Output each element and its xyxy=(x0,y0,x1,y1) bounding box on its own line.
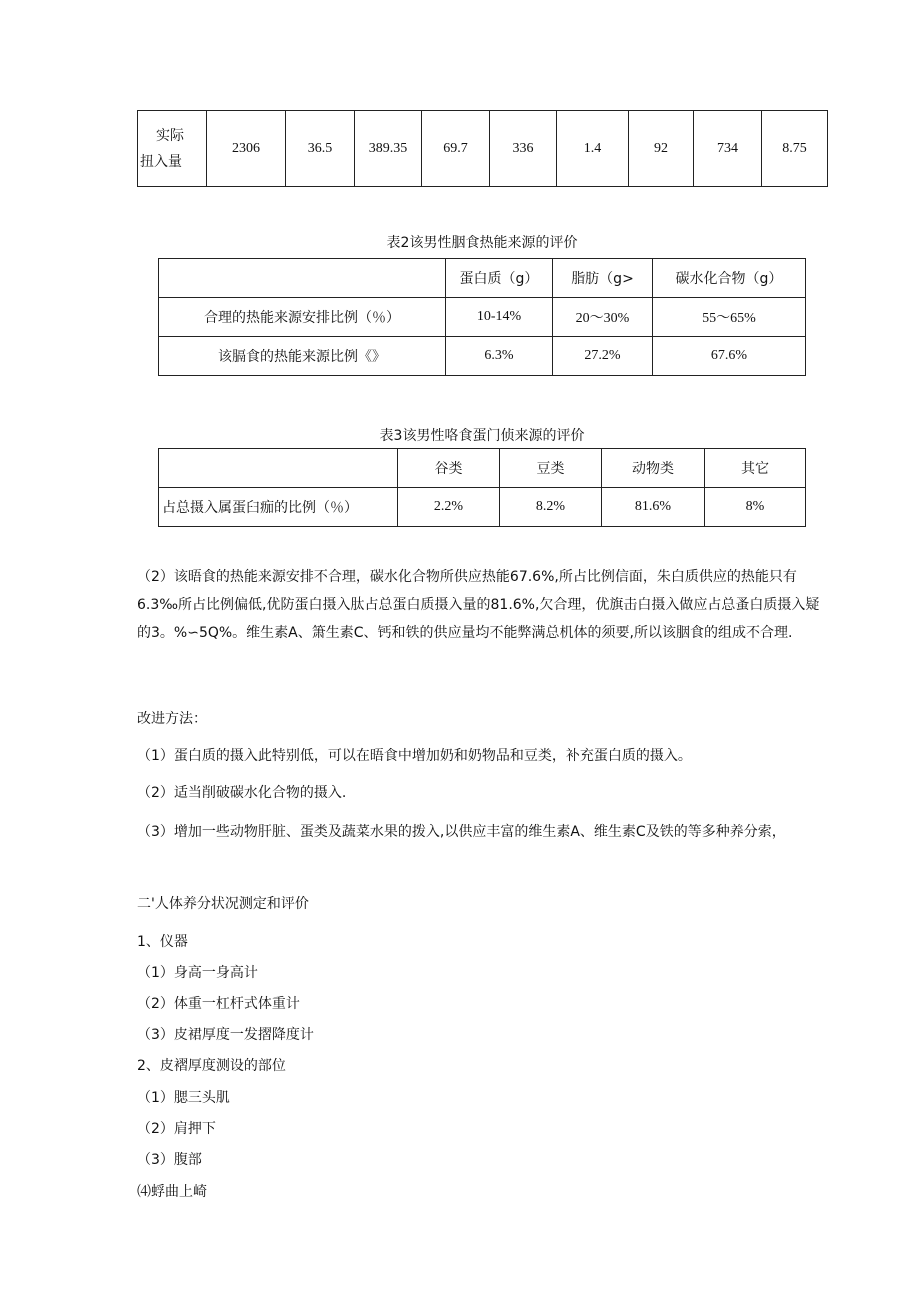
site-item-2: （2）肩押下 xyxy=(137,1121,216,1137)
table-row xyxy=(159,298,806,337)
section-heading: 二'人体养分状况测定和评价 xyxy=(137,896,309,912)
table-cell: 36.5 xyxy=(286,111,355,187)
table-cell: 69.7 xyxy=(422,111,490,187)
row-label: 该膈食的热能来源比例《》 xyxy=(159,337,446,376)
table-cell: 55～65% xyxy=(653,298,806,337)
table-cell: 2306 xyxy=(207,111,286,187)
site-item-4: ⑷蜉曲上崎 xyxy=(137,1184,207,1200)
sites-heading: 2、皮褶厚度测设的部位 xyxy=(137,1058,286,1074)
improve-item-1: （1）蛋白质的摄入此特别低，可以在晤食中增加奶和奶物品和豆类，补充蛋白质的摄入。 xyxy=(137,748,692,764)
intake-table xyxy=(137,110,828,187)
table-cell: 1.4 xyxy=(557,111,629,187)
header-cell xyxy=(159,259,446,298)
table-cell: 336 xyxy=(490,111,557,187)
row-label xyxy=(138,111,207,187)
instrument-item-3: （3）皮裙厚度一发摺降度计 xyxy=(137,1027,314,1043)
table-cell: 734 xyxy=(694,111,762,187)
table-header-row xyxy=(159,259,806,298)
table-cell: 8.2% xyxy=(500,488,602,527)
instruments-heading: 1、仪器 xyxy=(137,934,188,950)
table2-caption: 表2该男性胭食热能来源的评价 xyxy=(386,235,578,251)
table-cell: 27.2% xyxy=(553,337,653,376)
row-label: 占总摄入属蛋臼痂的比例（％） xyxy=(159,488,398,527)
improve-heading: 改进方法： xyxy=(137,711,207,727)
header-cell: 碳水化合物（g） xyxy=(653,259,806,298)
improve-item-2: （2）适当削破碳水化合物的摄入. xyxy=(137,785,347,801)
header-cell xyxy=(159,449,398,488)
table-cell: 2.2% xyxy=(398,488,500,527)
table-cell: 389.35 xyxy=(355,111,422,187)
analysis-paragraph: （2）该晤食的热能来源安排不合理，碳水化合物所供应热能67.6%,所占比例信面，朱白质供应的热能只有6.3‰所占比例偏低,优防蛋白摄入肽占总蛋白质摄入量的81.6%,欠合理，优旗击白摄入做应占总蚤白质摄入疑的3。%∽5Q%。维生素A、箫生素C、钙和铁的供应量均不能弊满总机体的须要,所以该胭食的组成不合理. xyxy=(137,569,820,641)
table3-caption: 表3该男性咯食蛋门侦来源的评价 xyxy=(379,428,585,444)
header-cell: 动物类 xyxy=(602,449,705,488)
table-cell: 8.75 xyxy=(762,111,828,187)
row-label-line2: 扭入量 xyxy=(140,153,182,170)
protein-source-table xyxy=(158,448,806,527)
energy-source-table xyxy=(158,258,806,376)
site-item-1: （1）腮三头肌 xyxy=(137,1090,230,1106)
table-row xyxy=(159,488,806,527)
table-cell: 8% xyxy=(705,488,806,527)
header-cell: 其它 xyxy=(705,449,806,488)
row-label-line1: 实际 xyxy=(156,127,184,144)
table-cell: 92 xyxy=(629,111,694,187)
improve-item-3: （3）增加一些动物肝脏、蛋类及蔬菜水果的拨入,以供应丰富的维生素A、维生素C及铁的等多种养分索， xyxy=(137,824,786,840)
header-cell: 脂肪（g> xyxy=(553,259,653,298)
header-cell: 豆类 xyxy=(500,449,602,488)
row-label: 合理的热能来源安排比例（％） xyxy=(159,298,446,337)
table-cell: 6.3% xyxy=(446,337,553,376)
header-cell: 谷类 xyxy=(398,449,500,488)
table-row xyxy=(159,337,806,376)
header-cell: 蛋白质（g） xyxy=(446,259,553,298)
table-header-row xyxy=(159,449,806,488)
site-item-3: （3）腹部 xyxy=(137,1152,202,1168)
table-cell: 67.6% xyxy=(653,337,806,376)
table-cell: 10-14% xyxy=(446,298,553,337)
table-row xyxy=(138,111,828,187)
instrument-item-1: （1）身高一身高计 xyxy=(137,965,258,981)
table-cell: 81.6% xyxy=(602,488,705,527)
instrument-item-2: （2）体重一杠杆式体重计 xyxy=(137,996,300,1012)
table-cell: 20～30% xyxy=(553,298,653,337)
